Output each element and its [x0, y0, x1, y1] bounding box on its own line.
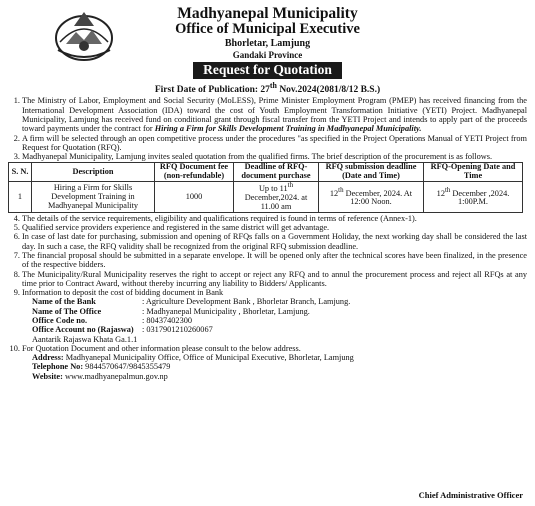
col-opening: RFQ-Opening Date and Time — [424, 163, 523, 182]
bank-details: Name of the Bank : Agriculture Development Bank , Bhorletar Branch, Lamjung. Name of The Office : Madhyanepal Municipality , Bhorletar, Lamjung. Office Code no. : 80437402300 Office Account no (Rajaswa) : 0317901210260067 Aantarik Rajaswa Khata Ga.1.1 — [32, 297, 351, 344]
cell-sn: 1 — [9, 182, 32, 213]
list-item: 2. A firm will be selected through an open competitive process under the procedures "as specified in the Project Operations Manual of YETI Project from Request for Quotation (RFQ). — [22, 134, 527, 153]
office-name: Office of Municipal Executive — [175, 21, 360, 38]
list-item: 4. The details of the service requirements, eligibility and qualifications required is found in terms of reference (Annex-1). — [22, 214, 527, 223]
office-location: Bhorletar, Lamjung — [224, 38, 311, 50]
cell-purchase-deadline: Up to 11th December,2024. at 11.00 am — [234, 182, 319, 213]
signoff: Chief Administrative Officer — [418, 490, 523, 500]
list-item: 3. Madhyanepal Municipality, Lamjung invites sealed quotation from the qualified firms. The brief description of the procurement is as follows. — [22, 152, 527, 161]
notice-list — [8, 96, 527, 161]
list-item: 9. Information to deposit the cost of bidding document in Bank Name of the Bank : Agriculture Development Bank , Bhorletar Branch, Lamjung. Name of The Office : Madhyanepal Municipality , Bhorletar, Lamjung. Office Code no. : 80437402300 Office Account no (Rajaswa) : 0317901210260067 Aantarik Rajaswa Khata Ga.1.1 — [22, 288, 527, 344]
cell-description: Hiring a Firm for Skills Development Training in Madhyanepal Municipality — [32, 182, 155, 213]
cell-fee: 1000 — [155, 182, 234, 213]
list-item: 5. Qualified service providers experience and registered in the same district will get advantage. — [22, 223, 527, 232]
notice-list-continued — [8, 214, 527, 381]
website-link[interactable]: www.madhyanepalmun.gov.np — [62, 371, 168, 381]
notice-body — [8, 96, 527, 381]
government-emblem-icon — [52, 6, 116, 64]
list-item: 6. In case of last date for purchasing, submission and opening of RFQs falls on a Government Holiday, the next working day shall be considered the last day. In such a case, the RFQ validity shall be recognized from the original RFQ submission deadline. — [22, 232, 527, 251]
col-fee: RFQ Document fee (non-refundable) — [155, 163, 234, 182]
municipality-name: Madhyanepal Municipality — [177, 5, 358, 22]
cell-submission-deadline: 12th December, 2024. At 12:00 Noon. — [319, 182, 424, 213]
table-header-row — [9, 163, 523, 182]
contact-details: Address: Madhyanepal Municipality Office, Office of Municipal Executive, Bhorletar, Lamjung Telephone No: 9844570647/9845355479 Website: www.madhyanepalmun.gov.np — [32, 353, 354, 381]
page-title: Request for Quotation — [193, 62, 342, 78]
col-submission-deadline: RFQ submission deadline (Date and Time) — [319, 163, 424, 182]
procurement-table — [8, 162, 523, 213]
col-sn: S. N. — [9, 163, 32, 182]
list-item: 7. The financial proposal should be submitted in a separate envelope. It will be opened only after the technical scores have been finalized, in the presence of the respective bidders. — [22, 251, 527, 270]
col-description: Description — [32, 163, 155, 182]
province-name: Gandaki Province — [232, 49, 303, 60]
list-item: 8. The Municipality/Rural Municipality reserves the right to accept or reject any RFQ and to annul the procurement process and reject all RFQs at any time prior to Contract Award, without thereby incurring any liability to Bidders/ Applicants. — [22, 270, 527, 289]
publication-date: First Date of Publication: 27th Nov.2024(2081/8/12 B.S.) — [154, 81, 381, 96]
cell-opening: 12th December ,2024. 1:00P.M. — [424, 182, 523, 213]
list-item: 1. The Ministry of Labor, Employment and Social Security (MoLESS), Prime Minister Employment Program (PMEP) has received financing from the International Development Association (IDA) toward the cost of Youth Employment Transformation Initiative (YETI) Project. Madhyanepal Municipality, Lamjung has received fund on conditional grant through fiscal transfer from the YETI Project and intends to apply part of the proceeds toward payments under the contract for Hiring a Firm for Skills Development Training in Madhyanepal Municipality. — [22, 96, 527, 133]
col-purchase-deadline: Deadline of RFQ-document purchase — [234, 163, 319, 182]
table-row — [9, 182, 523, 213]
list-item: 10. For Quotation Document and other information please consult to the below address. Address: Madhyanepal Municipality Office, Office of Municipal Executive, Bhorletar, Lamjung Telephone No: 9844570647/9845355479 Website: www.madhyanepalmun.gov.np — [22, 344, 527, 381]
